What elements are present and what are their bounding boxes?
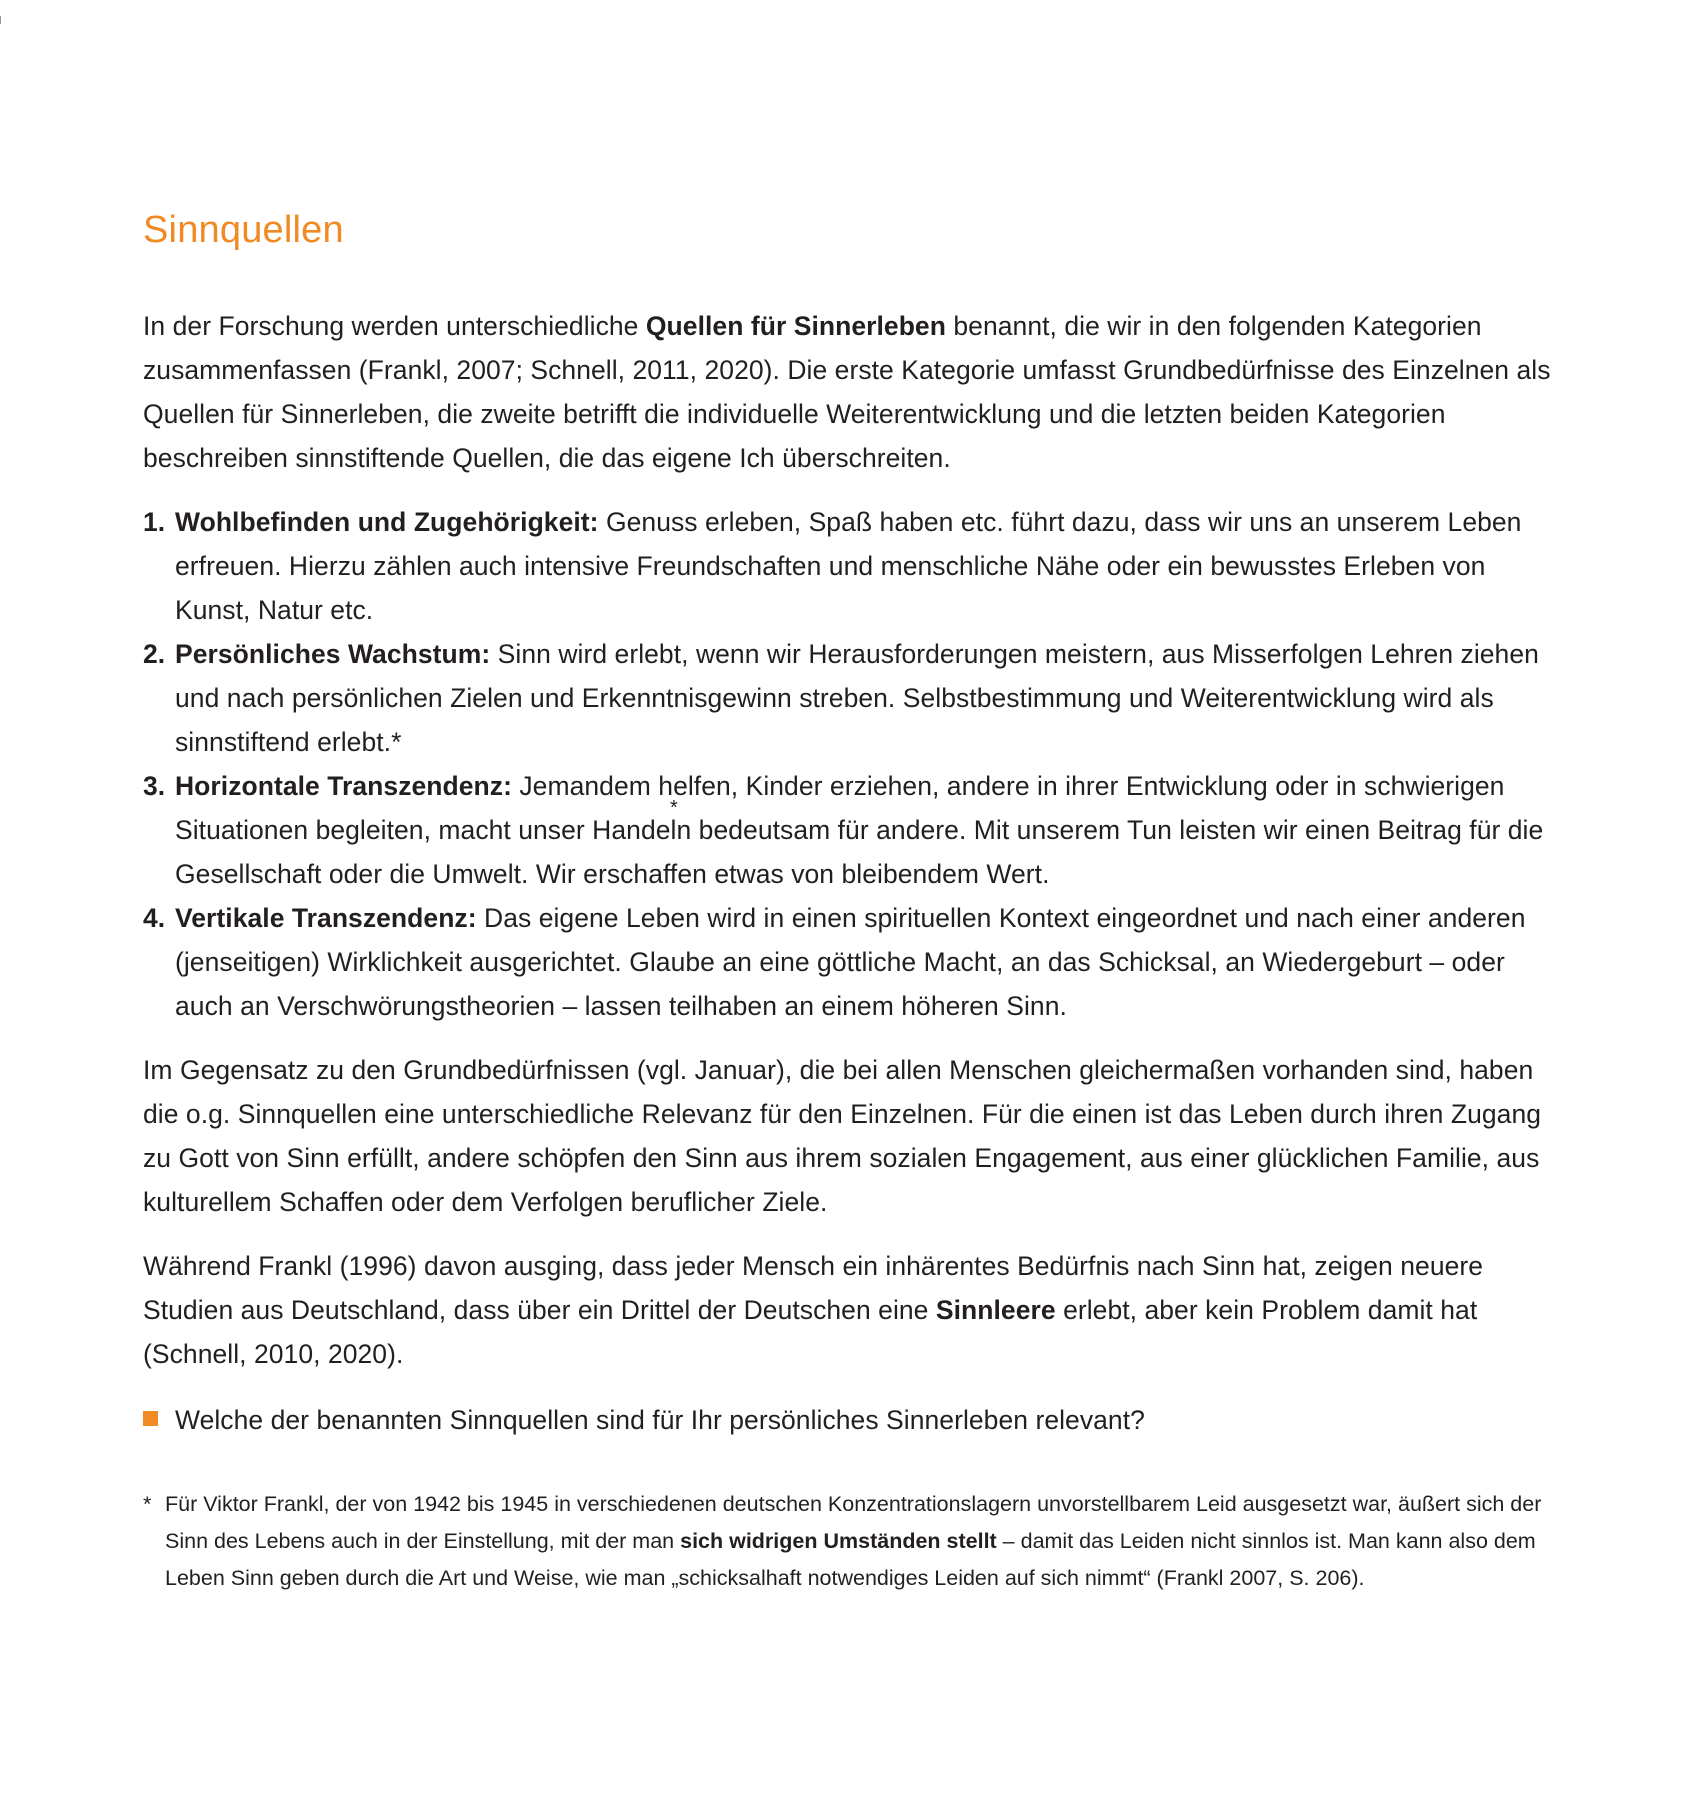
list-item-number: 1.	[143, 507, 166, 537]
paragraph-frankl-pre: Während Frankl (1996) davon ausging, dass jeder Mensch ein inhärentes Bedürfnis nach Sinn hat, zeigen neuere Studien aus Deutschland, dass über ein Drittel der Deutschen eine	[143, 1251, 1484, 1325]
list-item-heading: Vertikale Transzendenz:	[175, 903, 477, 933]
reflection-question	[143, 1398, 1563, 1442]
intro-bold-term: Quellen für Sinnerleben	[645, 311, 946, 341]
paragraph-relevance: Im Gegensatz zu den Grundbedürfnissen (vgl. Januar), die bei allen Menschen gleichermaßen vorhanden sind, haben die o.g. Sinnquellen eine unterschiedliche Relevanz für den Einzelnen. Für die einen ist das Leben durch ihren Zugang zu Gott von Sinn erfüllt, andere schöpfen den Sinn aus ihrem sozialen Engagement, aus einer glücklichen Familie, aus kulturellem Schaffen oder dem Verfolgen beruflicher Ziele.	[143, 1055, 1542, 1217]
orange-square-bullet-icon	[143, 1411, 158, 1426]
list-item-text: Jemandem helfen, Kinder erziehen, andere in ihrer Entwicklung oder in schwierigen Situationen begleiten, macht unser Handeln bedeutsam für andere. Mit unserem Tun leisten wir einen Beitrag für die Gesellschaft oder die Umwelt. Wir erschaffen etwas von bleibendem Wert.	[175, 771, 1544, 889]
list-item-number: 2.	[143, 639, 166, 669]
list-item	[143, 632, 1563, 764]
list-item-text: Genuss erleben, Spaß haben etc. führt dazu, dass wir uns an unserem Leben erfreuen. Hierzu zählen auch intensive Freundschaften und menschliche Nähe oder ein bewusstes Erleben von Kunst, Natur etc.	[175, 507, 1522, 625]
sources-list	[143, 500, 1563, 1028]
footnote-bold-phrase: sich widrigen Umständen stellt	[680, 1529, 997, 1553]
list-item-heading: Persönliches Wachstum:	[175, 639, 491, 669]
intro-paragraph	[143, 304, 1563, 480]
footnote-text-post: – damit das Leiden nicht sinnlos ist. Man kann also dem Leben Sinn geben durch die Art und Weise, wie man „schicksalhaft notwendiges Leiden auf sich nimmt“ (Frankl 2007, S. 206).	[165, 1529, 1536, 1590]
page-title: Sinnquellen	[143, 209, 344, 251]
document-page	[143, 200, 1563, 1597]
list-item-number: 4.	[143, 903, 166, 933]
list-item-text: Sinn wird erlebt, wenn wir Herausforderungen meistern, aus Misserfolgen Lehren ziehen und nach persönlichen Zielen und Erkenntnisgewinn streben. Selbstbestimmung und Weiterentwicklung wird als sinnstiftend erlebt.*	[175, 639, 1539, 757]
paragraph-frankl-bold-term: Sinnleere	[935, 1295, 1056, 1325]
reflection-question-text: Welche der benannten Sinnquellen sind für Ihr persönliches Sinnerleben relevant?	[175, 1405, 1145, 1435]
intro-text-pre: In der Forschung werden unterschiedliche	[143, 311, 646, 341]
footnote	[143, 1486, 1563, 1597]
list-item	[143, 500, 1563, 632]
footnote-text-pre: Für Viktor Frankl, der von 1942 bis 1945 in verschiedenen deutschen Konzentrationslagern unvorstellbarem Leid ausgesetzt war, äußert sich der Sinn des Lebens auch in der Einstellung, mit der man	[165, 1492, 1542, 1553]
paragraph-frankl-post: erlebt, aber kein Problem damit hat (Schnell, 2010, 2020).	[143, 1295, 1478, 1369]
intro-text-post: benannt, die wir in den folgenden Kategorien zusammenfassen (Frankl, 2007; Schnell, 2011, 2020). Die erste Kategorie umfasst Grundbedürfnisse des Einzelnen als Quellen für Sinnerleben, die zweite betrifft die individuelle Weiterentwicklung und die letzten beiden Kategorien beschreiben sinnstiftende Quellen, die das eigene Ich überschreiten.	[143, 311, 1551, 473]
paragraph-frankl	[143, 1244, 1563, 1376]
list-item-text: Das eigene Leben wird in einen spirituellen Kontext eingeordnet und nach einer anderen (jenseitigen) Wirklichkeit ausgerichtet. Glaube an eine göttliche Macht, an das Schicksal, an Wiedergeburt – oder auch an Verschwörungstheorien – lassen teilhaben an einem höheren Sinn.	[175, 903, 1526, 1021]
list-item	[143, 764, 1563, 896]
stray-asterisk: *	[670, 797, 678, 819]
list-item	[143, 896, 1563, 1028]
list-item-number: 3.	[143, 771, 166, 801]
list-item-heading: Wohlbefinden und Zugehörigkeit:	[175, 507, 599, 537]
list-item-heading: Horizontale Transzendenz:	[175, 771, 512, 801]
crop-mark	[0, 16, 7, 24]
footnote-marker: *	[143, 1492, 152, 1516]
